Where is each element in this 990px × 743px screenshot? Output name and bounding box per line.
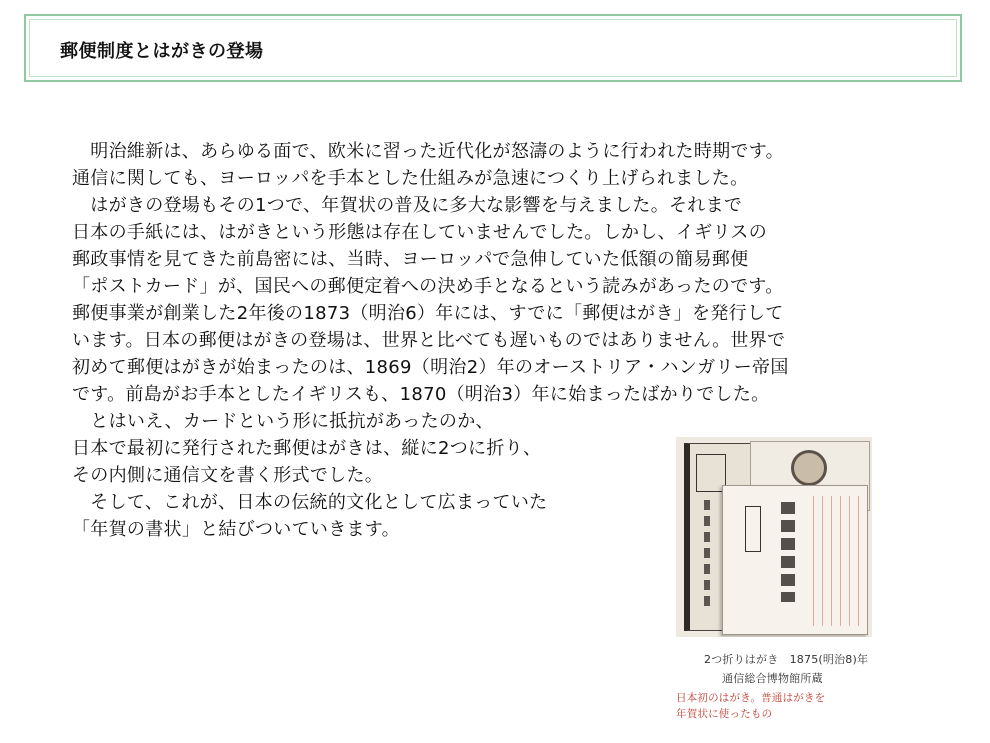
body-line: その内側に通信文を書く形式でした。: [72, 465, 384, 486]
body-line: 「年賀の書状」と結びついていきます。: [72, 519, 400, 540]
body-line: 初めて郵便はがきが始まったのは、1869（明治2）年のオーストリア・ハンガリー帝国: [72, 357, 789, 378]
figure-caption: 2つ折りはがき 1875(明治8)年: [704, 653, 869, 666]
handwriting-icon: [704, 500, 710, 610]
body-line: とはいえ、カードという形に抵抗があったのか、: [72, 411, 494, 432]
body-line: です。前島がお手本としたイギリスも、1870（明治3）年に始まったばかりでした。: [72, 384, 770, 405]
seal-icon: [791, 450, 827, 486]
body-line: 郵便事業が創業した2年後の1873（明治6）年には、すでに「郵便はがき」を発行して: [72, 303, 784, 324]
handwriting-icon: [781, 502, 795, 602]
body-line: 日本の手紙には、はがきという形態は存在していませんでした。しかし、イギリスの: [72, 222, 768, 243]
figure-note: 日本初のはがき。普通はがきを: [676, 692, 826, 704]
title-box: [24, 14, 962, 82]
body-line: 日本で最初に発行された郵便はがきは、縦に2つに折り、: [72, 438, 542, 459]
figure-credit: 通信総合博物館所蔵: [722, 672, 823, 685]
body-line: 明治維新は、あらゆる面で、欧米に習った近代化が怒濤のように行われた時期です。: [72, 141, 784, 162]
body-line: 「ポストカード」が、国民への郵便定着への決め手となるという読みがあったのです。: [72, 276, 784, 297]
figure-note: 年賀状に使ったもの: [676, 708, 773, 720]
body-line: そして、これが、日本の伝統的文化として広まっていた: [72, 492, 548, 513]
page-title: 郵便制度とはがきの登場: [60, 41, 264, 62]
body-line: はがきの登場もその1つで、年賀状の普及に多大な影響を与えました。それまで: [72, 195, 743, 216]
body-line: 郵政事情を見てきた前島密には、当時、ヨーロッパで急伸していた低額の簡易郵便: [72, 249, 749, 270]
postcard-photo-icon: [676, 437, 872, 637]
body-line: います。日本の郵便はがきの登場は、世界と比べても遅いものではありません。世界で: [72, 330, 786, 351]
ruled-lines-icon: [805, 496, 861, 626]
address-frame-icon: [745, 506, 761, 552]
folded-card-front: [722, 485, 868, 635]
body-line: 通信に関しても、ヨーロッパを手本とした仕組みが急速につくり上げられました。: [72, 168, 749, 189]
